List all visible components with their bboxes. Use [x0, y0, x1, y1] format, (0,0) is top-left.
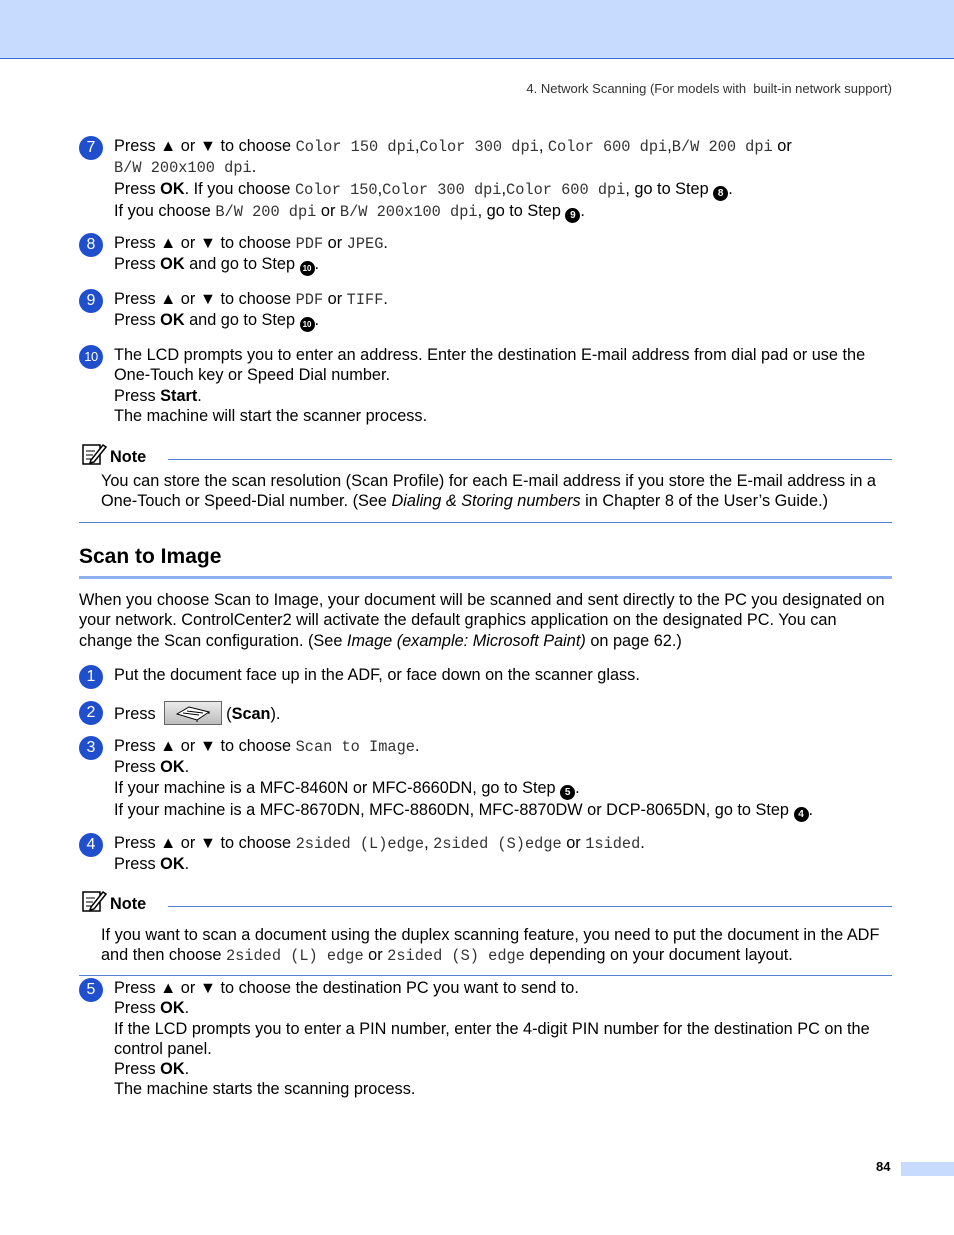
down-arrow-icon: ▼ [199, 234, 216, 252]
option-color600: Color 600 dpi [547, 138, 668, 156]
step-number: 9 [79, 289, 103, 313]
up-arrow-icon: ▲ [160, 737, 177, 755]
up-arrow-icon: ▲ [160, 137, 177, 155]
down-arrow-icon: ▼ [199, 737, 216, 755]
step-9: 9 Press ▲ or ▼ to choose PDF or TIFF. Press OK and go to Step 10 . [79, 289, 892, 332]
step-8: 8 Press ▲ or ▼ to choose PDF or JPEG. Press OK and go to Step 10 . [79, 233, 892, 276]
up-arrow-icon: ▲ [160, 234, 177, 252]
scan-step-1: 1 Put the document face up in the ADF, or face down on the scanner glass. [79, 665, 892, 685]
step-number: 7 [79, 136, 103, 160]
down-arrow-icon: ▼ [199, 137, 216, 155]
option-color150: Color 150 dpi [295, 138, 415, 156]
note-rule [168, 459, 892, 460]
step-number: 8 [79, 233, 103, 257]
page-number: 84 [876, 1159, 891, 1174]
step-number: 10 [79, 345, 103, 369]
note-pencil-icon [81, 442, 107, 466]
step-ref-10: 10 [300, 317, 315, 332]
step-ref-9: 9 [565, 208, 580, 223]
scan-step-5: 5 Press ▲ or ▼ to choose the destination PC you want to send to. Press OK. If the LCD prompts you to enter a PIN number, enter the 4-digit PIN number for the destination PC on the control panel. Press OK. The machine starts the scanning process. [79, 978, 892, 1100]
section-title: Scan to Image [79, 545, 222, 568]
note-box: Note You can store the scan resolution (Scan Profile) for each E-mail address if you store the E-mail address in a One-Touch or Speed-Dial number. (See Dialing & Storing numbers in Chapter 8 of the User’s Guide.) [79, 446, 892, 523]
step-ref-5: 5 [560, 785, 575, 800]
option-bw200: B/W 200 dpi [671, 138, 773, 156]
down-arrow-icon: ▼ [199, 290, 216, 308]
scan-step-4: 4 Press ▲ or ▼ to choose 2sided (L)edge, 2sided (S)edge or 1sided. Press OK. [79, 833, 892, 875]
note-divider [79, 975, 892, 976]
step-ref-10: 10 [300, 261, 315, 276]
option-bw200x100: B/W 200x100 dpi [114, 159, 252, 178]
down-arrow-icon: ▼ [199, 834, 216, 852]
up-arrow-icon: ▲ [160, 979, 177, 997]
note-label: Note [110, 448, 147, 466]
step-number: 1 [79, 665, 103, 689]
step-number: 5 [79, 978, 103, 1002]
option-color300: Color 300 dpi [419, 138, 539, 156]
step-number: 2 [79, 701, 103, 725]
section-rule [79, 576, 892, 579]
step-number: 3 [79, 736, 103, 760]
ok-label: OK [160, 179, 185, 198]
note-label: Note [110, 895, 147, 913]
note-box: Note If you want to scan a document using the duplex scanning feature, you need to put the document in the ADF and then choose 2sided (L) edge or 2sided (S) edge depending on your document layout. [79, 893, 892, 976]
scan-button[interactable] [164, 701, 222, 725]
step-10: 10 The LCD prompts you to enter an address. Enter the destination E-mail address from dial pad or use the One-Touch key or Speed Dial number. Press Start. The machine will start the scanner process. [79, 345, 892, 426]
up-arrow-icon: ▲ [160, 834, 177, 852]
down-arrow-icon: ▼ [199, 979, 216, 997]
intro-paragraph: When you choose Scan to Image, your document will be scanned and sent directly to the PC you designated on your network. ControlCenter2 will activate the default graphics application on the designated PC. You can change the Scan configuration. (See Image (example: Microsoft Paint) on page 62.) [79, 591, 885, 650]
step-number: 4 [79, 833, 103, 857]
note-rule [168, 906, 892, 907]
header-band [0, 0, 954, 59]
running-header: 4. Network Scanning (For models with built-in network support) [526, 81, 892, 96]
step-7: 7 Press ▲ or ▼ to choose Color 150 dpi,Color 300 dpi, Color 600 dpi,B/W 200 dpi or B/W 200x100 dpi. Press OK. If you choose Color 150,Color 300 dpi,Color 600 dpi, go to Step 8 . If you choose B/W 200 dpi or B/W 200x100 dpi, go to Step 9 . [79, 136, 892, 223]
scanner-icon [175, 704, 211, 722]
step-ref-8: 8 [713, 186, 728, 201]
scan-step-2: 2 Press (Scan). [79, 701, 892, 725]
scan-step-3: 3 Press ▲ or ▼ to choose Scan to Image. Press OK. If your machine is a MFC-8460N or MFC-8660DN, go to Step 5 . If your machine is a MFC-8670DN, MFC-8860DN, MFC-8870DW or DCP-8065DN, go to Step 4 . [79, 736, 892, 822]
page-number-bar [901, 1162, 954, 1176]
note-pencil-icon [81, 889, 107, 913]
step-ref-4: 4 [794, 807, 809, 822]
note-divider [79, 522, 892, 523]
up-arrow-icon: ▲ [160, 290, 177, 308]
